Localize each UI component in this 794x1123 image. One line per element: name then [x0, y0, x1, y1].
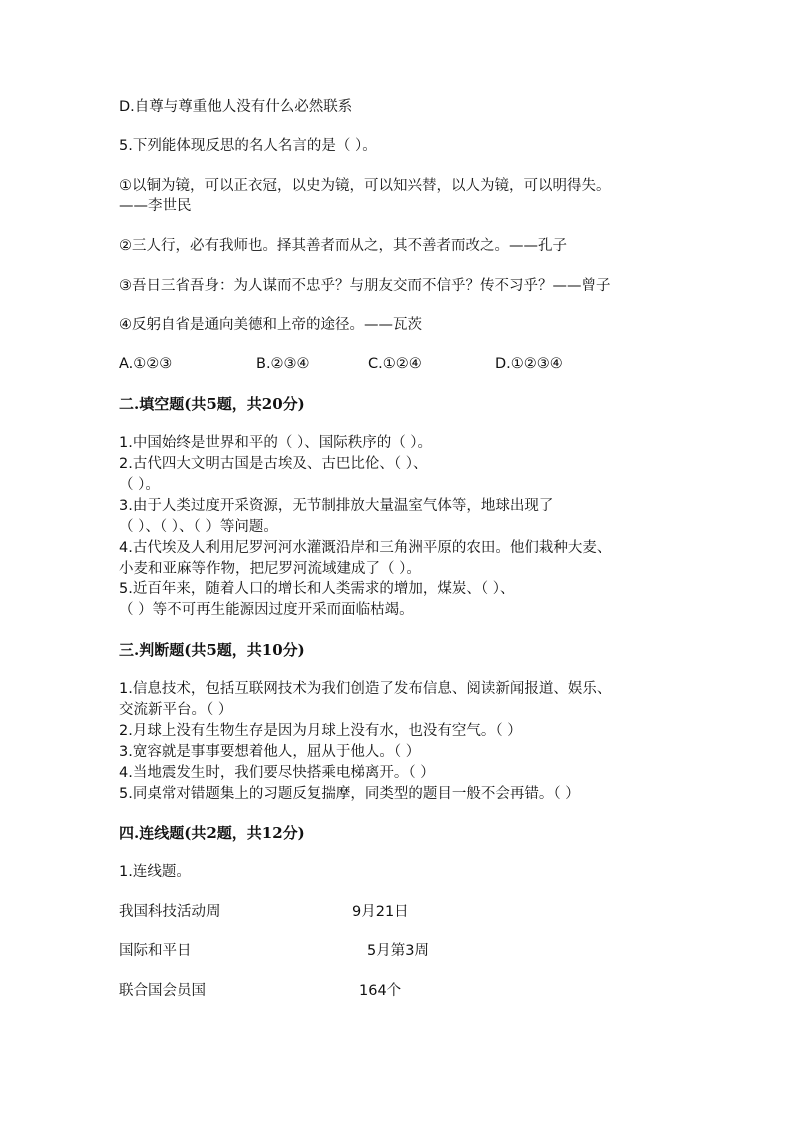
fill-line: 2.古代四大文明古国是古埃及、古巴比伦、（ ）、 [119, 456, 428, 472]
judge-line: 4.当地震发生时，我们要尽快搭乘电梯离开。（ ） [119, 765, 435, 781]
match-left-item: 国际和平日 [119, 943, 192, 959]
section-2-heading: 二.填空题(共5题，共20分) [119, 395, 305, 413]
q5-option-d: D.①②③④ [495, 356, 563, 372]
q5-item-2: ②三人行，必有我师也。择其善者而从之，其不善者而改之。——孔子 [119, 238, 567, 254]
q5-item-4: ④反躬自省是通向美德和上帝的途径。——瓦茨 [119, 317, 422, 333]
judge-line: 1.信息技术，包括互联网技术为我们创造了发布信息、阅读新闻报道、娱乐、 [119, 681, 612, 697]
match-right-item: 5月第3周 [367, 943, 429, 959]
fill-line: 1.中国始终是世界和平的（ ）、国际秩序的（ ）。 [119, 435, 433, 451]
judge-line: 交流新平台。（ ） [119, 702, 233, 718]
match-right-item: 9月21日 [352, 904, 409, 920]
q4-option-d: D.自尊与尊重他人没有什么必然联系 [119, 99, 353, 115]
q5-item-1-author: ——李世民 [119, 198, 192, 214]
q5-item-3: ③吾日三省吾身：为人谋而不忠乎？与朋友交而不信乎？传不习乎？——曾子 [119, 278, 611, 294]
q5-option-c: C.①②④ [368, 356, 422, 372]
q5-stem: 5.下列能体现反思的名人名言的是（ ）。 [119, 138, 377, 154]
judge-line: 3.宽容就是事事要想着他人，屈从于他人。（ ） [119, 744, 421, 760]
match-right-item: 164个 [359, 983, 402, 999]
fill-line: 5.近百年来，随着人口的增长和人类需求的增加，煤炭、（ ）、 [119, 581, 515, 597]
fill-line: （ ）、（ ）、（ ）等问题。 [119, 519, 278, 535]
q5-option-b: B.②③④ [256, 356, 310, 372]
match-question: 1.连线题。 [119, 864, 191, 880]
section-3-heading: 三.判断题(共5题，共10分) [119, 641, 305, 659]
fill-line: 3.由于人类过度开采资源，无节制排放大量温室气体等，地球出现了 [119, 498, 554, 514]
fill-line: 4.古代埃及人利用尼罗河河水灌溉沿岸和三角洲平原的农田。他们栽种大麦、 [119, 540, 612, 556]
q5-item-1: ①以铜为镜，可以正衣冠，以史为镜，可以知兴替，以人为镜，可以明得失。 [119, 178, 611, 194]
q5-option-a: A.①②③ [119, 356, 173, 372]
judge-line: 2.月球上没有生物生存是因为月球上没有水，也没有空气。（ ） [119, 723, 522, 739]
fill-line: 小麦和亚麻等作物，把尼罗河流域建成了（ ）。 [119, 561, 421, 577]
fill-line: （ ）等不可再生能源因过度开采而面临枯竭。 [119, 602, 414, 618]
judge-line: 5.同桌常对错题集上的习题反复揣摩，同类型的题目一般不会再错。（ ） [119, 786, 580, 802]
section-4-heading: 四.连线题(共2题，共12分) [119, 824, 305, 842]
match-left-item: 我国科技活动周 [119, 904, 221, 920]
match-left-item: 联合国会员国 [119, 983, 206, 999]
fill-line: （ ）。 [119, 477, 160, 493]
